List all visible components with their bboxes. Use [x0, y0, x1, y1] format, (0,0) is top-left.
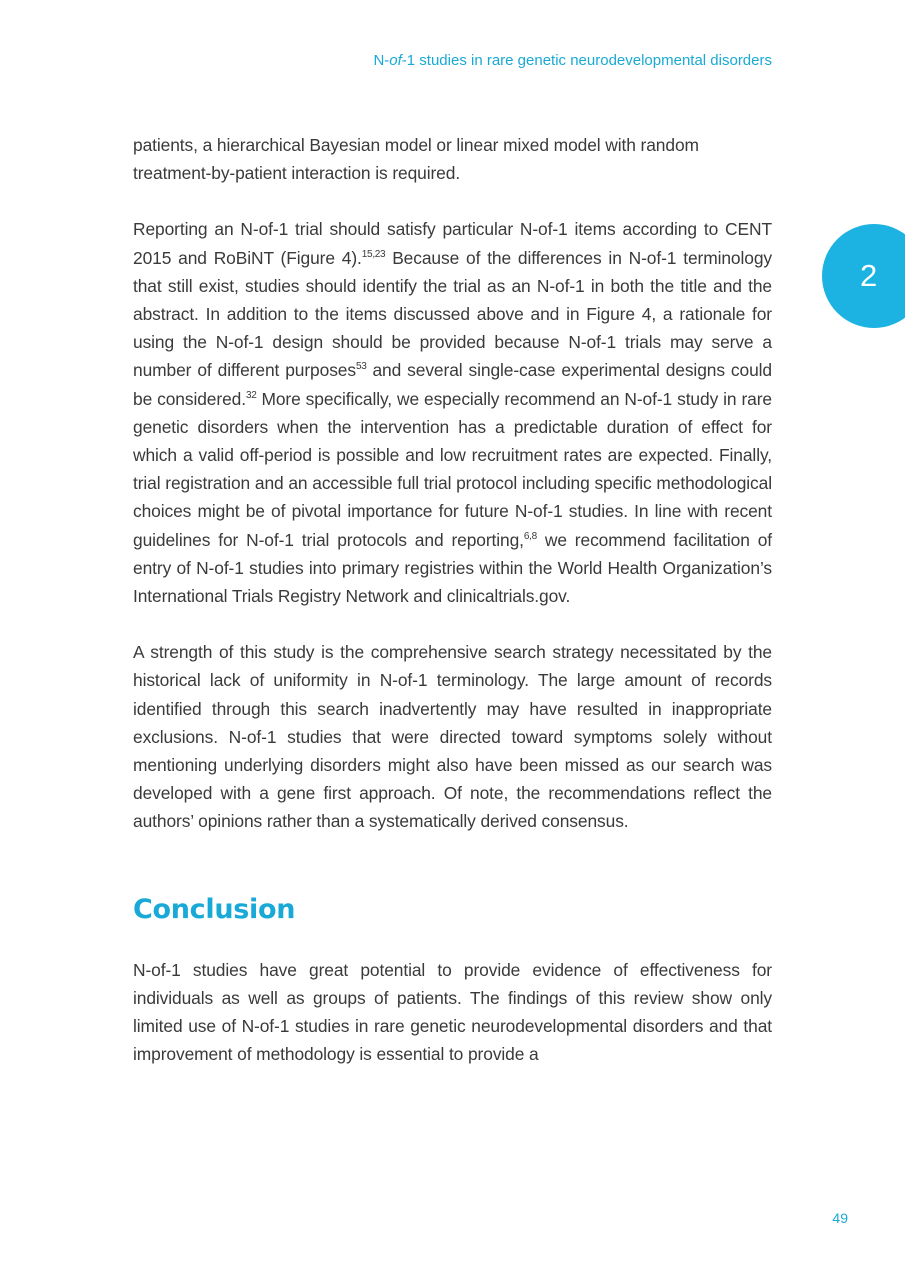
citation-superscript: 32 — [245, 389, 257, 401]
paragraph — [133, 215, 772, 610]
paragraph-text: A strength of this study is the comprehensive search strategy necessitated by the historical lack of uniformity in N-of-1 terminology. The large amount of records identified through this search inadvertently may have resulted in inappropriate exclusions. N-of-1 studies that were directed toward symptoms solely without mentioning underlying disorders might also have been missed as our search was developed with a gene first approach. Of note, the recommendations reflect the authors’ opinions rather than a systematically derived consensus. — [133, 642, 772, 832]
paragraph — [133, 131, 772, 187]
paragraph-text: N-of-1 studies have great potential to provide evidence of effectiveness for individuals as well as groups of patients. The findings of this review show only limited use of N-of-1 studies in rare genetic neurodevelopmental disorders and that improvement of methodology is essential to provide a — [133, 959, 772, 1065]
paragraph-text: and several single-case experimental designs could be considered. — [133, 360, 772, 409]
paragraph-text: Because of the differences in N-of-1 terminology that still exist, studies should identify the trial as an N-of-1 in both the title and the abstract. In addition to the items discussed above and in Figure 4, a rationale for using the N-of-1 design should be provided because N-of-1 trials may serve a number of different purposes — [133, 247, 772, 381]
page-number: 49 — [832, 1210, 848, 1226]
body-text — [133, 131, 772, 1068]
citation-superscript: 6,8 — [523, 530, 537, 542]
citation-superscript: 15,23 — [361, 248, 386, 260]
citation-superscript: 53 — [355, 361, 367, 373]
running-header-suffix: -1 studies in rare genetic neurodevelopmental disorders — [401, 52, 772, 69]
running-header-prefix: N- — [373, 52, 390, 69]
section-heading-conclusion: Conclusion — [133, 893, 296, 925]
running-header — [373, 52, 772, 69]
paragraph-text: Reporting an N-of-1 trial should satisfy particular N-of-1 items according to CENT 2015 and RoBiNT (Figure 4). — [133, 219, 772, 268]
paragraph — [133, 956, 772, 1069]
paragraph-text: More specifically, we especially recommend an N-of-1 study in rare genetic disorders when the intervention has a predictable duration of effect for which a valid off-period is possible and low recruitment rates are expected. Finally, trial registration and an accessible full trial protocol including specific methodological choices might be of pivotal importance for future N-of-1 studies. In line with recent guidelines for N-of-1 trial protocols and reporting, — [133, 388, 773, 550]
running-header-italic: of — [389, 52, 402, 69]
chapter-tab — [822, 224, 905, 328]
paragraph — [133, 638, 772, 835]
paragraph-text: patients, a hierarchical Bayesian model or linear mixed model with random treatment-by-patient interaction is required. — [133, 135, 699, 184]
chapter-number: 2 — [860, 258, 878, 293]
paragraph-text: we recommend facilitation of entry of N-of-1 studies into primary registries within the World Health Organization’s International Trials Registry Network and clinicaltrials.gov. — [133, 529, 772, 607]
